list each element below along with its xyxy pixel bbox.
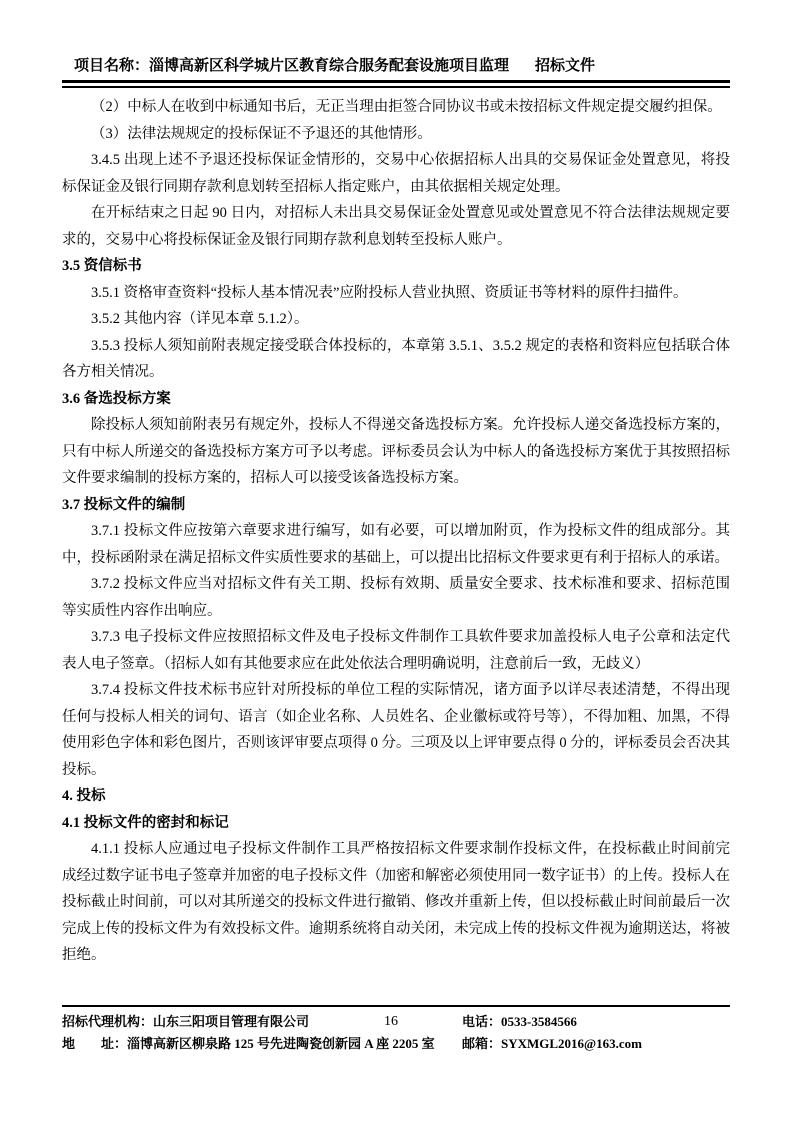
paragraph: （2）中标人在收到中标通知书后，无正当理由拒签合同协议书或未按招标文件规定提交履约担保。	[91, 99, 722, 115]
paragraph: 3.7.2 投标文件应当对招标文件有关工期、投标有效期、质量安全要求、技术标准和要求、招标范围等实质性内容作出响应。	[62, 576, 730, 619]
header-double-rule	[62, 80, 730, 88]
header-line	[62, 54, 730, 76]
footer-rule	[62, 1005, 730, 1007]
footer-agency: 招标代理机构：山东三阳项目管理有限公司	[62, 1014, 310, 1029]
section-heading: 3.7 投标文件的编制	[62, 496, 186, 513]
header-project-name: 项目名称：淄博高新区科学城片区教育综合服务配套设施项目监理	[74, 58, 510, 74]
paragraph: 3.5.3 投标人须知前附表规定接受联合体投标的，本章第 3.5.1、3.5.2 规定的表格和资料应包括联合体各方相关情况。	[62, 337, 730, 380]
footer-row-1	[62, 1011, 730, 1033]
section-heading: 4. 投标	[62, 788, 106, 804]
section-heading: 3.5 资信标书	[62, 258, 142, 274]
page-header	[62, 54, 730, 88]
footer-phone: 电话：0533-3584566	[462, 1014, 577, 1029]
paragraph: 4.1.1 投标人应通过电子投标文件制作工具严格按招标文件要求制作投标文件，在投标截止时间前完成经过数字证书电子签章并加密的电子投标文件（加密和解密必须使用同一数字证书）的上传。投标人在投标截止时间前，可以对其所递交的投标文件进行撤销、修改并重新上传，但以投标截止时间前最后一次完成上传的投标文件为有效投标文件。逾期系统将自动关闭，未完成上传的投标文件视为逾期送达，将被拒绝。	[62, 841, 730, 963]
page-number: 16	[384, 1014, 398, 1029]
footer-address: 地 址：淄博高新区柳泉路 125 号先进陶瓷创新园 A 座 2205 室	[62, 1036, 435, 1051]
paragraph: 3.7.1 投标文件应按第六章要求进行编写，如有必要，可以增加附页，作为投标文件的组成部分。其中，投标函附录在满足招标文件实质性要求的基础上，可以提出比招标文件要求更有利于招标人的承诺。	[62, 523, 730, 566]
paragraph: 3.4.5 出现上述不予退还投标保证金情形的，交易中心依据招标人出具的交易保证金处置意见，将投标保证金及银行同期存款利息划转至招标人指定账户，由其依据相关规定处理。	[62, 152, 730, 195]
paragraph: 3.7.3 电子投标文件应按照招标文件及电子投标文件制作工具软件要求加盖投标人电子公章和法定代表人电子签章。（招标人如有其他要求应在此处依法合理明确说明，注意前后一致，无歧义）	[62, 629, 730, 672]
paragraph: （3）法律法规规定的投标保证不予退还的其他情形。	[91, 125, 432, 142]
footer-row-2	[62, 1033, 730, 1055]
paragraph: 3.7.4 投标文件技术标书应针对所投标的单位工程的实际情况，诸方面予以详尽表述清楚，不得出现任何与投标人相关的词句、语言（如企业名称、人员姓名、企业徽标或符号等），不得加粗、加黑，不得使用彩色字体和彩色图片，否则该评审要点项得 0 分。三项及以上评审要点得 0 分的，评标委员会否决其投标。	[62, 682, 730, 778]
paragraph: 3.5.2 其他内容（详见本章 5.1.2）。	[91, 311, 309, 327]
footer-email: 邮箱：SYXMGL2016@163.com	[462, 1036, 643, 1051]
header-doc-type: 招标文件	[535, 58, 596, 74]
page-footer	[62, 1005, 730, 1055]
paragraph: 3.5.1 资格审查资料“投标人基本情况表”应附投标人营业执照、资质证书等材料的原件扫描件。	[91, 284, 688, 301]
section-heading: 3.6 备选投标方案	[62, 390, 171, 407]
section-heading: 4.1 投标文件的密封和标记	[62, 814, 229, 831]
paragraph: 除投标人须知前附表另有规定外，投标人不得递交备选投标方案。允许投标人递交备选投标方案的，只有中标人所递交的备选投标方案方可予以考虑。评标委员会认为中标人的备选投标方案优于其按照招标文件要求编制的投标方案的，招标人可以接受该备选投标方案。	[62, 417, 730, 486]
paragraph: 在开标结束之日起 90 日内，对招标人未出具交易保证金处置意见或处置意见不符合法律法规规定要求的，交易中心将投标保证金及银行同期存款利息划转至投标人账户。	[62, 205, 730, 248]
document-body	[62, 94, 730, 969]
